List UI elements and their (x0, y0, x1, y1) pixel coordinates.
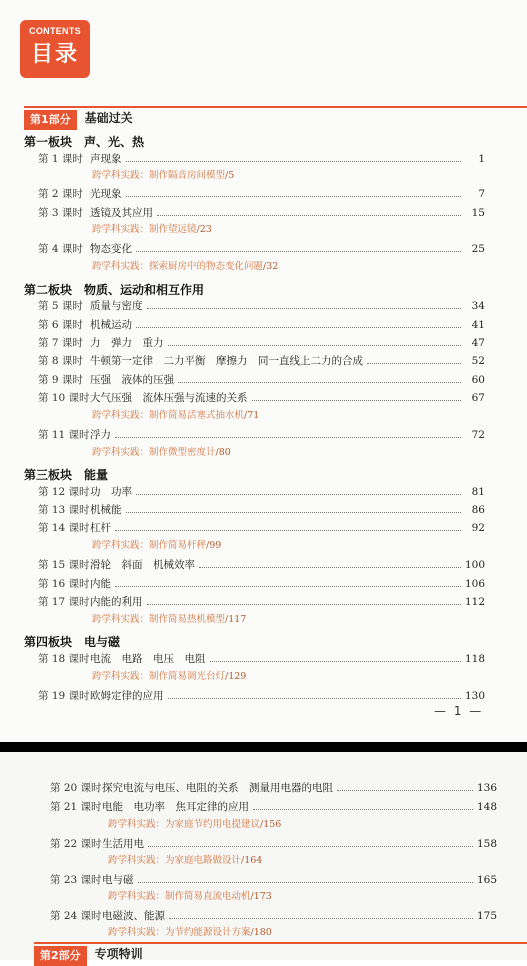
page-number: 118 (465, 653, 486, 665)
lesson-topic: 浮力 (90, 429, 111, 441)
toc-row[interactable] (38, 520, 485, 536)
lesson-topic: 透镜及其应用 (90, 207, 153, 219)
toc-row[interactable] (50, 836, 497, 852)
leader-dots (337, 790, 473, 791)
toc-row[interactable] (38, 390, 485, 406)
cross-page: /156 (260, 819, 282, 830)
leader-dots (178, 382, 461, 383)
cross-practice[interactable] (92, 169, 234, 183)
page-number: 130 (465, 690, 486, 702)
page-footer: — 1 — (434, 704, 484, 718)
cross-page: /23 (196, 224, 212, 235)
leader-dots (253, 809, 473, 810)
toc-row[interactable] (50, 872, 497, 888)
part1-header (24, 106, 527, 128)
cross-label: 跨学科实践：制作简易杆秤 (92, 540, 207, 551)
lesson-number: 第 7 课时 (38, 337, 83, 349)
lesson-topic: 内能 (90, 578, 111, 590)
lesson-topic: 力 弹力 重力 (90, 337, 164, 349)
page-divider (0, 742, 527, 752)
cross-page: /180 (250, 927, 272, 938)
page-number: 1 (478, 153, 485, 165)
lesson-topic: 声现象 (90, 153, 122, 165)
lesson-number: 第 21 课时 (50, 801, 102, 813)
cross-label: 跨学科实践：制作微型密度计 (92, 447, 216, 458)
block-title: 第四板块 电与磁 (24, 635, 121, 649)
toc-row[interactable] (38, 151, 485, 167)
cross-page: /80 (215, 447, 231, 458)
lesson-topic: 光现象 (90, 188, 122, 200)
leader-dots (126, 512, 462, 513)
block-title: 第二板块 物质、运动和相互作用 (24, 283, 205, 297)
page-number: 136 (477, 782, 498, 794)
toc-row[interactable] (38, 576, 485, 592)
cross-practice[interactable] (92, 670, 246, 684)
page-number: 72 (471, 429, 485, 441)
lesson-number: 第 18 课时 (38, 653, 90, 665)
lesson-topic: 机械运动 (90, 319, 132, 331)
cross-page: /129 (225, 671, 247, 682)
lesson-topic: 大气压强 流体压强与流速的关系 (90, 392, 248, 404)
toc-row[interactable] (38, 484, 485, 500)
lesson-topic: 电与磁 (102, 874, 134, 886)
lesson-topic: 压强 液体的压强 (90, 374, 174, 386)
leader-dots (210, 661, 462, 662)
lesson-topic: 机械能 (90, 504, 122, 516)
lesson-number: 第 23 课时 (50, 874, 102, 886)
block-title: 第三板块 能量 (24, 468, 109, 482)
lesson-number: 第 11 课时 (38, 429, 90, 441)
cross-label: 跨学科实践：制作隔音房间模型 (92, 170, 226, 181)
cross-label: 跨学科实践：制作望远镜 (92, 224, 197, 235)
lesson-number: 第 20 课时 (50, 782, 102, 794)
leader-dots (168, 345, 462, 346)
cross-practice[interactable] (92, 613, 246, 627)
cross-page: /5 (225, 170, 235, 181)
lesson-number: 第 5 课时 (38, 300, 83, 312)
lesson-number: 第 14 课时 (38, 522, 90, 534)
lesson-number: 第 17 课时 (38, 596, 90, 608)
leader-dots (168, 698, 462, 699)
lesson-number: 第 8 课时 (38, 355, 83, 367)
block-title: 第一板块 声、光、热 (24, 135, 145, 149)
page-number: 15 (471, 207, 485, 219)
lesson-number: 第 19 课时 (38, 690, 90, 702)
toc-row[interactable] (50, 780, 497, 796)
cross-practice[interactable] (92, 539, 221, 553)
lesson-topic: 电流 电路 电压 电阻 (90, 653, 206, 665)
toc-row[interactable] (38, 651, 485, 667)
lesson-number: 第 6 课时 (38, 319, 83, 331)
page-number: 106 (465, 578, 486, 590)
part2-tag: 第2部分 (34, 946, 87, 966)
leader-dots (367, 363, 461, 364)
page-number: 7 (478, 188, 485, 200)
lesson-number: 第 13 课时 (38, 504, 90, 516)
lesson-number: 第 1 课时 (38, 153, 83, 165)
contents-badge (20, 20, 90, 78)
toc-row[interactable] (38, 502, 485, 518)
toc-row[interactable] (38, 557, 485, 573)
lesson-topic: 生活用电 (102, 838, 144, 850)
page-number: 67 (471, 392, 485, 404)
cross-practice[interactable] (108, 854, 262, 868)
cross-label: 跨学科实践：制作简易调光台灯 (92, 671, 226, 682)
lesson-topic: 内能的利用 (90, 596, 143, 608)
lesson-topic: 滑轮 斜面 机械效率 (90, 559, 195, 571)
cross-label: 跨学科实践：制作简易直流电动机 (108, 891, 251, 902)
part1-tag: 第1部分 (24, 110, 77, 130)
cross-practice[interactable] (108, 818, 281, 832)
leader-dots (199, 567, 461, 568)
toc-row[interactable] (38, 186, 485, 202)
leader-dots (136, 494, 461, 495)
page-number: 112 (465, 596, 486, 608)
leader-dots (115, 437, 461, 438)
page-number: 52 (471, 355, 485, 367)
leader-dots (148, 846, 473, 847)
lesson-number: 第 16 课时 (38, 578, 90, 590)
lesson-number: 第 2 课时 (38, 188, 83, 200)
lesson-number: 第 9 课时 (38, 374, 83, 386)
lesson-topic: 牛顿第一定律 二力平衡 摩擦力 同一直线上二力的合成 (90, 355, 363, 367)
page-two (0, 752, 527, 960)
lesson-number: 第 3 课时 (38, 207, 83, 219)
part2-title: 专项特训 (94, 947, 143, 961)
toc-row[interactable] (50, 799, 497, 815)
toc-row[interactable] (38, 372, 485, 388)
page-number: 47 (471, 337, 485, 349)
page-number: 60 (471, 374, 485, 386)
part1-title: 基础过关 (84, 111, 133, 125)
lesson-number: 第 10 课时 (38, 392, 90, 404)
cross-page: /71 (244, 410, 260, 421)
lesson-topic: 电磁波、能源 (102, 910, 165, 922)
page-number: 25 (471, 243, 485, 255)
cross-page: /173 (250, 891, 272, 902)
leader-dots (136, 251, 461, 252)
leader-dots (136, 327, 461, 328)
leader-dots (126, 196, 462, 197)
toc-row[interactable] (38, 688, 485, 704)
lesson-number: 第 12 课时 (38, 486, 90, 498)
lesson-number: 第 4 课时 (38, 243, 83, 255)
cross-label: 跨学科实践：为家庭电路做设计 (108, 855, 242, 866)
lesson-number: 第 22 课时 (50, 838, 102, 850)
leader-dots (126, 161, 462, 162)
lesson-topic: 欧姆定律的应用 (90, 690, 164, 702)
cross-practice[interactable] (108, 890, 272, 904)
contents-en-label: CONTENTS (29, 26, 81, 36)
page-number: 148 (477, 801, 498, 813)
leader-dots (115, 530, 461, 531)
toc-row[interactable] (38, 298, 485, 314)
cross-label: 跨学科实践：制作简易活塞式抽水机 (92, 410, 245, 421)
page-number: 34 (471, 300, 485, 312)
cross-label: 跨学科实践：探索厨房中的物态变化问题 (92, 261, 264, 272)
cross-practice[interactable] (92, 223, 212, 237)
page-number: 100 (465, 559, 486, 571)
page-number: 86 (471, 504, 485, 516)
cross-label: 跨学科实践：为节约能源设计方案 (108, 927, 251, 938)
leader-dots (157, 215, 461, 216)
toc-row[interactable] (38, 353, 485, 369)
toc-row[interactable] (38, 241, 485, 257)
page-number: 158 (477, 838, 498, 850)
cross-label: 跨学科实践：制作简易热机模型 (92, 614, 226, 625)
lesson-topic: 功 功率 (90, 486, 132, 498)
leader-dots (147, 604, 462, 605)
leader-dots (252, 400, 462, 401)
cross-page: /99 (206, 540, 222, 551)
toc-row[interactable] (38, 335, 485, 351)
toc-row[interactable] (38, 205, 485, 221)
toc-row[interactable] (38, 427, 485, 443)
toc-row[interactable] (38, 594, 485, 610)
page-number: 175 (477, 910, 498, 922)
lesson-topic: 电能 电功率 焦耳定律的应用 (102, 801, 249, 813)
page-number: 81 (471, 486, 485, 498)
leader-dots (169, 918, 473, 919)
cross-page: /117 (225, 614, 247, 625)
lesson-topic: 杠杆 (90, 522, 111, 534)
lesson-number: 第 15 课时 (38, 559, 90, 571)
cross-practice[interactable] (92, 409, 259, 423)
page-number: 92 (471, 522, 485, 534)
leader-dots (147, 308, 462, 309)
lesson-topic: 探究电流与电压、电阻的关系 测量用电器的电阻 (102, 782, 333, 794)
leader-dots (138, 882, 474, 883)
cross-practice[interactable] (108, 926, 272, 940)
cross-label: 跨学科实践：为家庭节约用电提建议 (108, 819, 261, 830)
part2-header (34, 942, 527, 964)
cross-practice[interactable] (92, 260, 278, 274)
contents-zh-label: 目录 (30, 42, 79, 67)
cross-practice[interactable] (92, 446, 231, 460)
cross-page: /164 (241, 855, 263, 866)
leader-dots (115, 586, 461, 587)
lesson-topic: 质量与密度 (90, 300, 143, 312)
page-number: 165 (477, 874, 498, 886)
page-number: 41 (471, 319, 485, 331)
cross-page: /32 (263, 261, 279, 272)
toc-row[interactable] (50, 908, 497, 924)
lesson-topic: 物态变化 (90, 243, 132, 255)
toc-row[interactable] (38, 317, 485, 333)
lesson-number: 第 24 课时 (50, 910, 102, 922)
